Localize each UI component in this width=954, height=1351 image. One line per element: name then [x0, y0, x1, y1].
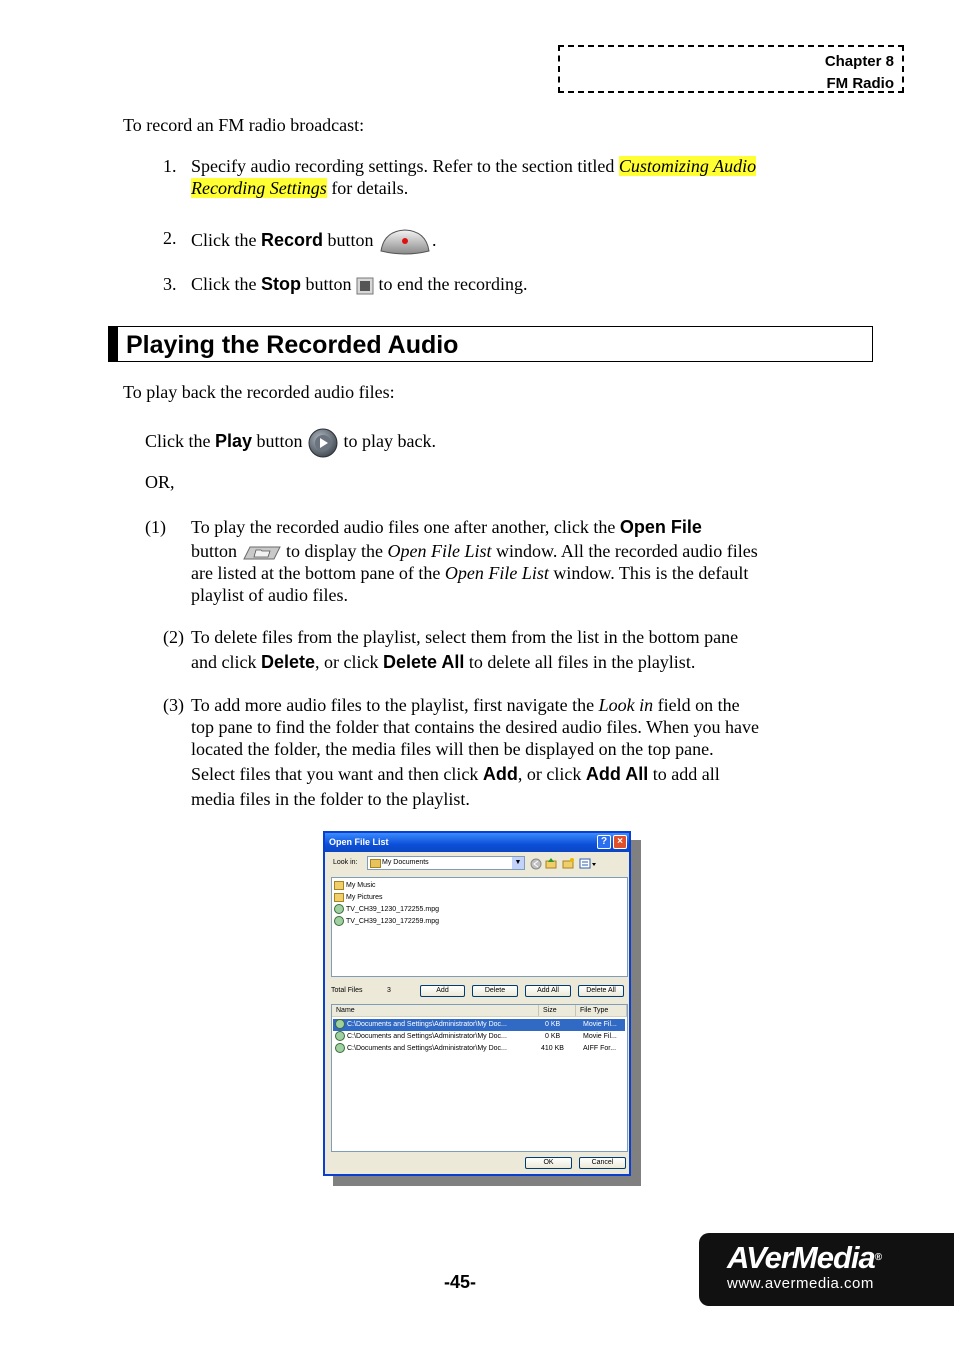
logo-name: AVerMedia®: [727, 1240, 882, 1275]
logo-url: www.avermedia.com: [727, 1275, 874, 1292]
nav-toolbar: [530, 857, 600, 870]
delete-all-label: Delete All: [383, 652, 465, 672]
folder-icon: [334, 893, 344, 902]
folder-file-pane[interactable]: [331, 877, 628, 977]
column-header-name[interactable]: Name: [332, 1005, 539, 1017]
record-intro: To record an FM radio broadcast:: [123, 115, 365, 135]
column-header-type[interactable]: File Type: [576, 1005, 627, 1017]
playlist-pane[interactable]: [331, 1004, 628, 1152]
total-files-label: Total Files: [331, 987, 363, 994]
step-number: 2.: [163, 228, 177, 248]
add-all-button[interactable]: Add All: [525, 985, 571, 997]
look-in-label: Look in:: [333, 859, 358, 866]
folder-icon: [370, 859, 381, 868]
record-step-1: Specify audio recording settings. Refer to the section titled Customizing Audio Recording Settings for details.: [191, 156, 757, 198]
item-number: (2): [163, 627, 184, 647]
list-item[interactable]: TV_CH39_1230_172259.mpg: [334, 916, 439, 927]
chevron-down-icon[interactable]: ▼: [512, 857, 524, 869]
delete-label: Delete: [260, 652, 316, 672]
column-header-size[interactable]: Size: [539, 1005, 576, 1017]
add-button[interactable]: Add: [420, 985, 465, 997]
open-file-list-dialog: [323, 831, 631, 1176]
media-file-icon: [334, 916, 344, 926]
record-label: Record: [261, 230, 324, 251]
item-number: (3): [163, 695, 184, 715]
up-folder-icon: [546, 858, 556, 868]
page-number: -45-: [444, 1272, 477, 1292]
open-file-label: Open File: [619, 517, 702, 537]
folder-icon: [334, 881, 344, 890]
delete-all-button[interactable]: Delete All: [578, 985, 624, 997]
section-heading: [108, 326, 873, 362]
item-2-text: To delete files from the playlist, select them from the list in the bottom pane and click Delete, or click Delete All to delete all files in the playlist.: [191, 627, 739, 672]
record-step-3: Click the Stop button to end the recording.: [191, 274, 528, 294]
heading-bar: [109, 327, 118, 361]
chapter-number: Chapter 8: [824, 53, 894, 70]
play-intro: To play back the recorded audio files:: [123, 382, 395, 402]
help-button[interactable]: ?: [597, 835, 611, 849]
table-row[interactable]: C:\Documents and Settings\Administrator\My Doc... 0 KB Movie Fil...: [333, 1019, 625, 1031]
dialog-title: Open File List: [329, 837, 389, 847]
table-row[interactable]: C:\Documents and Settings\Administrator\My Doc... 0 KB Movie Fil...: [333, 1031, 625, 1043]
record-step-2: Click the Record button .: [191, 227, 437, 257]
step-number: 3.: [163, 274, 177, 294]
step-number: 1.: [163, 156, 177, 176]
back-icon: [531, 859, 541, 869]
media-file-icon: [335, 1031, 345, 1041]
media-file-icon: [335, 1019, 345, 1029]
table-row[interactable]: C:\Documents and Settings\Administrator\My Doc... 410 KB AIFF For...: [333, 1043, 625, 1055]
close-button[interactable]: ×: [613, 835, 627, 849]
stop-button-icon: [356, 277, 374, 295]
list-item[interactable]: TV_CH39_1230_172255.mpg: [334, 904, 439, 915]
delete-button[interactable]: Delete: [472, 985, 518, 997]
total-files-value: 3: [387, 987, 391, 994]
item-1-text: To play the recorded audio files one after another, click the Open File button to display the Open File List window. All the recorded audio files are listed at the bottom pane of the Open File List window. This is the default playlist of audio files.: [191, 517, 758, 605]
new-folder-icon: [563, 858, 574, 868]
item-3-text: To add more audio files to the playlist, first navigate the Look in field on the top pane to find the folder that contains the desired audio files. When you have located the folder, the media files will then be displayed on the top pane. Select files that you want and then click Add, or click Add All to add all media files in the folder to the playlist.: [191, 695, 760, 809]
section-title: Playing the Recorded Audio: [126, 331, 459, 359]
cancel-button[interactable]: Cancel: [579, 1157, 626, 1169]
play-instruction: Click the Play button to play back.: [145, 427, 436, 459]
chapter-title: FM Radio: [826, 75, 894, 92]
ok-button[interactable]: OK: [525, 1157, 572, 1169]
section-link[interactable]: Customizing Audio: [618, 156, 757, 176]
avermedia-logo: [699, 1233, 954, 1306]
record-button-icon: [378, 227, 432, 257]
section-link[interactable]: Recording Settings: [191, 178, 327, 198]
add-all-label: Add All: [585, 764, 649, 784]
view-menu-icon: [580, 859, 596, 868]
list-item[interactable]: My Music: [334, 880, 376, 891]
play-label: Play: [215, 431, 253, 452]
or-text: OR,: [145, 472, 175, 492]
look-in-value: My Documents: [382, 859, 429, 866]
dialog-titlebar: [325, 833, 629, 852]
media-file-icon: [334, 904, 344, 914]
open-file-button-icon: [242, 545, 282, 561]
play-button-icon: [307, 427, 339, 459]
stop-label: Stop: [261, 274, 301, 294]
add-label: Add: [482, 764, 518, 784]
media-file-icon: [335, 1043, 345, 1053]
chapter-header-box: [558, 45, 904, 93]
list-item[interactable]: My Pictures: [334, 892, 383, 903]
look-in-combo[interactable]: [367, 856, 525, 870]
item-number: (1): [145, 517, 166, 537]
